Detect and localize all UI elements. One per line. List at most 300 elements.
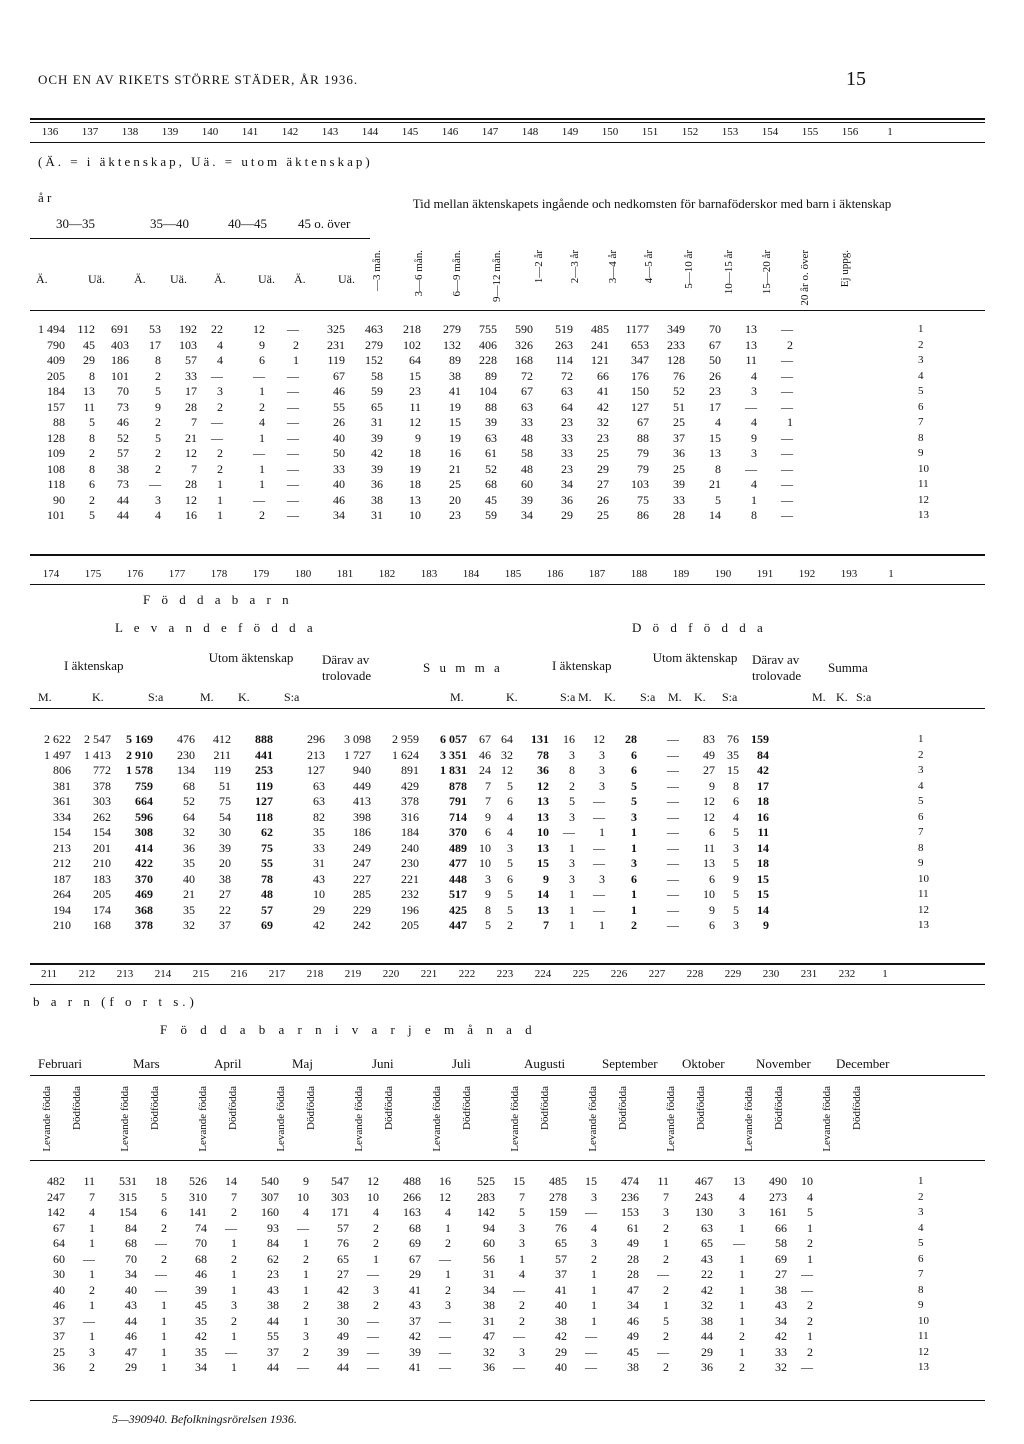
table-cell: 153	[621, 1205, 639, 1219]
table-cell: 1	[591, 1282, 597, 1297]
table-cell: 2	[231, 1251, 237, 1266]
table-cell: 2	[445, 1236, 451, 1250]
table-cell: 1	[739, 1251, 745, 1266]
table-cell: 18	[409, 446, 421, 460]
table-cell: 285	[353, 887, 371, 901]
table-cell: 63	[561, 384, 573, 398]
table-cell: 66	[775, 1220, 787, 1235]
table-cell: 157	[47, 399, 65, 414]
sub-header-month-type: Dödfödda	[305, 1086, 317, 1130]
table-cell: 10	[409, 508, 421, 522]
sub-header-month-type: Levande födda	[197, 1086, 209, 1152]
table-cell: 212	[53, 856, 71, 870]
table-cell: —	[149, 477, 161, 491]
table-cell: 76	[673, 368, 685, 383]
table-cell: 32	[775, 1360, 787, 1374]
table-cell: 233	[667, 337, 685, 352]
table-cell: 7	[191, 461, 197, 476]
table-cell: 3	[599, 871, 605, 886]
table-cell: 76	[337, 1236, 349, 1250]
table-cell: 10	[367, 1189, 379, 1204]
table-cell: 52	[183, 794, 195, 808]
column-number: 220	[382, 968, 400, 980]
table-cell: 334	[53, 809, 71, 824]
table-row	[30, 338, 794, 354]
table-cell: 78	[537, 747, 549, 762]
table-cell: —	[513, 1282, 525, 1297]
table-cell: 9	[751, 430, 757, 445]
table-cell: 44	[117, 508, 129, 522]
table-cell: 23	[709, 384, 721, 398]
row-number: 6	[918, 400, 924, 413]
table-cell: 3	[217, 384, 223, 398]
table-cell: —	[155, 1282, 167, 1297]
row-number: 3	[918, 764, 924, 776]
table-row	[30, 508, 794, 524]
fodda-varje-manad-title: F ö d d a b a r n i v a r j e m å n a d	[160, 1022, 537, 1037]
column-number: 147	[481, 126, 499, 138]
row-number: 10	[918, 1314, 929, 1327]
table-cell: 8	[715, 461, 721, 476]
table-cell: 3	[519, 1220, 525, 1235]
table-cell: 2	[663, 1329, 669, 1343]
table-cell: —	[287, 399, 299, 414]
table-cell: 205	[93, 887, 111, 901]
row-number: 5	[918, 795, 924, 807]
table-cell: 12	[593, 732, 605, 746]
row-number: 4	[918, 779, 924, 792]
table-cell: 43	[125, 1298, 137, 1312]
row-number: 13	[918, 509, 929, 521]
row-number: 10	[918, 872, 929, 885]
table-cell: 303	[93, 794, 111, 808]
table-cell: 34	[195, 1360, 207, 1374]
table-cell: 772	[93, 763, 111, 777]
page-number: 15	[846, 68, 866, 90]
table-cell: 11	[745, 353, 757, 367]
table-cell: 8	[89, 461, 95, 476]
table-cell: 130	[695, 1205, 713, 1219]
table-cell: 1	[231, 1329, 237, 1343]
table-cell: 263	[555, 337, 573, 352]
table-cell: —	[155, 1236, 167, 1250]
table-cell: 74	[195, 1220, 207, 1235]
sub-header-a: Uä.	[258, 272, 275, 286]
table-row	[30, 732, 770, 748]
table-cell: 23	[449, 508, 461, 522]
table-cell: 531	[119, 1174, 137, 1188]
table-cell: 45	[195, 1298, 207, 1312]
table-cell: 368	[135, 902, 153, 917]
table-cell: 3	[303, 1329, 309, 1343]
table-row	[30, 903, 770, 919]
table-cell: 154	[93, 825, 111, 839]
table-cell: 526	[189, 1174, 207, 1188]
table-cell: —	[225, 1220, 237, 1235]
row-number: 12	[918, 493, 929, 506]
table-cell: 1	[259, 430, 265, 445]
table-cell: 6	[89, 477, 95, 491]
table-cell: 33	[561, 446, 573, 460]
table-cell: 266	[403, 1189, 421, 1204]
table-cell: 40	[333, 477, 345, 491]
table-cell: 27	[597, 477, 609, 491]
table-cell: 42	[313, 918, 325, 932]
table-cell: 2	[739, 1329, 745, 1343]
table-cell: 41	[409, 1360, 421, 1374]
table-cell: 25	[597, 446, 609, 460]
table-cell: 806	[53, 763, 71, 777]
table-cell: 31	[483, 1267, 495, 1281]
table-cell: 315	[119, 1189, 137, 1204]
table-cell: 34	[333, 508, 345, 522]
table-cell: 2 910	[126, 747, 153, 762]
table-cell: 25	[597, 508, 609, 522]
table-cell: —	[287, 384, 299, 398]
table-cell: 1	[231, 1360, 237, 1374]
month-header: Oktober	[682, 1056, 725, 1071]
table-cell: 17	[185, 384, 197, 398]
table-cell: —	[83, 1313, 95, 1328]
table-cell: 1	[599, 918, 605, 932]
table-cell: 2 959	[392, 732, 419, 746]
rule-end-3	[30, 1400, 985, 1401]
table-cell: 1	[751, 492, 757, 507]
table-cell: 5	[663, 1313, 669, 1328]
table-cell: 17	[149, 337, 161, 352]
table-cell: 39	[371, 430, 383, 445]
table-cell: 3	[89, 1344, 95, 1359]
table-cell: 4	[807, 1189, 813, 1204]
table-cell: 38	[219, 871, 231, 886]
table-row	[30, 322, 794, 338]
table-cell: 1	[231, 1236, 237, 1250]
table-cell: —	[593, 840, 605, 855]
table-cell: 76	[555, 1220, 567, 1235]
table-cell: —	[667, 871, 679, 886]
column-number: 191	[756, 568, 774, 580]
column-number: 181	[336, 568, 354, 580]
table-cell: 4	[507, 809, 513, 824]
table-cell: 37	[673, 430, 685, 445]
table-cell: 25	[449, 477, 461, 491]
table-cell: 23	[267, 1267, 279, 1281]
table-cell: 44	[701, 1329, 713, 1343]
table-cell: 64	[409, 353, 421, 367]
column-number: 178	[210, 568, 228, 580]
table-cell: 2	[631, 918, 637, 932]
table-cell: 6	[709, 871, 715, 886]
table-cell: 540	[261, 1174, 279, 1188]
column-number: 1	[888, 568, 894, 580]
table-cell: 29	[701, 1344, 713, 1359]
row-number: 2	[918, 338, 924, 351]
table-cell: 63	[521, 399, 533, 414]
table-cell: 229	[353, 902, 371, 917]
table-cell: 86	[637, 508, 649, 522]
table-cell: 59	[371, 384, 383, 398]
row-number: 8	[918, 431, 924, 444]
table-cell: 5 169	[126, 732, 153, 746]
table-cell: 127	[255, 794, 273, 808]
row-number: 6	[918, 810, 924, 823]
legend-text: (Ä. = i äktenskap, Uä. = utom äktenskap)	[38, 154, 373, 169]
table-cell: 43	[409, 1298, 421, 1312]
table-cell: 3	[739, 1205, 745, 1219]
table-cell: 2	[161, 1220, 167, 1235]
table-cell: 1	[89, 1298, 95, 1312]
table-cell: 94	[483, 1220, 495, 1235]
column-number: 154	[761, 126, 779, 138]
row-number: 11	[918, 1330, 929, 1342]
row-number: 7	[918, 416, 924, 428]
table-cell: 3	[751, 446, 757, 460]
table-cell: 2	[293, 337, 299, 352]
sub-header-time: 5—10 år	[683, 250, 695, 289]
table-cell: 102	[403, 337, 421, 352]
table-cell: 247	[353, 856, 371, 870]
rule-months	[30, 1075, 985, 1076]
table-cell: 1	[161, 1298, 167, 1312]
table-cell: 307	[261, 1189, 279, 1204]
table-cell: 425	[449, 902, 467, 917]
table-cell: 310	[189, 1189, 207, 1204]
table-cell: —	[287, 492, 299, 507]
table-cell: 1	[631, 887, 637, 901]
table-cell: 236	[621, 1189, 639, 1204]
table-cell: 11	[657, 1174, 669, 1188]
sub-header-month-type: Levande födda	[119, 1086, 131, 1152]
table-cell: 3	[155, 492, 161, 507]
column-number: 192	[798, 568, 816, 580]
sub-header-a: Ä.	[134, 272, 146, 286]
table-cell: 22	[211, 322, 223, 336]
table-cell: —	[593, 794, 605, 808]
month-header: Juni	[372, 1056, 394, 1071]
column-number: 1	[882, 968, 888, 980]
table-cell: 241	[591, 337, 609, 352]
column-number: 155	[801, 126, 819, 138]
table-cell: 23	[597, 430, 609, 445]
table-cell: 1	[445, 1220, 451, 1235]
table-cell: 1	[631, 825, 637, 839]
table-cell: 36	[483, 1360, 495, 1374]
table-cell: 5	[89, 415, 95, 429]
table-cell: 1	[807, 1329, 813, 1343]
table-cell: 3	[733, 918, 739, 932]
column-number: 141	[241, 126, 259, 138]
table-cell: 1	[569, 887, 575, 901]
table-cell: 3 351	[440, 747, 467, 762]
table-cell: 519	[555, 322, 573, 336]
table-cell: 59	[485, 508, 497, 522]
table-cell: 28	[185, 399, 197, 414]
table-cell: 13	[703, 856, 715, 870]
table-cell: 653	[631, 337, 649, 352]
table-cell: 325	[327, 322, 345, 336]
table-cell: 2	[155, 446, 161, 460]
row-number: 9	[918, 1299, 924, 1311]
table-cell: 174	[93, 902, 111, 917]
table-cell: 3	[569, 809, 575, 824]
table-cell: 46	[479, 747, 491, 762]
table-cell: 103	[179, 337, 197, 352]
tid-title: Tid mellan äktenskapets ingående och nedkomsten för barnaföderskor med barn i äktenskap	[412, 196, 892, 211]
table-cell: 101	[47, 508, 65, 522]
table-row	[30, 446, 794, 462]
table-cell: 5	[733, 887, 739, 901]
table-cell: 60	[521, 477, 533, 491]
table-cell: 1	[591, 1298, 597, 1312]
table-cell: 63	[701, 1220, 713, 1235]
table-cell: 5	[569, 794, 575, 808]
table-cell: 37	[555, 1267, 567, 1281]
table-cell: 128	[47, 430, 65, 445]
table-cell: 1	[739, 1313, 745, 1328]
sub-header-time: 10—15 år	[723, 250, 735, 295]
table-cell: 45	[627, 1344, 639, 1359]
table-cell: 64	[501, 732, 513, 746]
table-cell: —	[513, 1360, 525, 1374]
table-row	[30, 1221, 814, 1237]
row-number: 6	[918, 1252, 924, 1265]
table-cell: 7	[231, 1189, 237, 1204]
table-cell: 9	[155, 399, 161, 414]
table-cell: 44	[267, 1360, 279, 1374]
table-cell: 60	[53, 1251, 65, 1266]
table-cell: —	[781, 430, 793, 445]
table-cell: 1 413	[84, 747, 111, 762]
table-cell: 1	[293, 353, 299, 367]
table-cell: 55	[261, 856, 273, 870]
table-cell: —	[667, 763, 679, 777]
table-cell: 3	[663, 1205, 669, 1219]
table-cell: 7	[485, 794, 491, 808]
table-cell: 192	[179, 322, 197, 336]
table-cell: 38	[555, 1313, 567, 1328]
table-cell: 463	[365, 322, 383, 336]
table-cell: 51	[219, 778, 231, 793]
sub-header-mks: K.	[92, 690, 104, 704]
table-cell: 242	[353, 918, 371, 932]
table-cell: 2	[591, 1251, 597, 1266]
table-cell: 413	[353, 794, 371, 808]
sub-header-month-type: Levande födda	[353, 1086, 365, 1152]
month-header: November	[756, 1056, 811, 1071]
table-cell: 4	[751, 415, 757, 429]
table-cell: 4	[751, 368, 757, 383]
table-cell: 9	[709, 778, 715, 793]
column-number: 184	[462, 568, 480, 580]
table-cell: 1	[373, 1251, 379, 1266]
table-cell: 34	[521, 508, 533, 522]
table-cell: 3	[591, 1236, 597, 1250]
table-cell: 35	[313, 825, 325, 839]
table-cell: 31	[371, 508, 383, 522]
table-cell: —	[439, 1251, 451, 1266]
table-cell: 41	[449, 384, 461, 398]
table-cell: 184	[47, 384, 65, 398]
table-cell: 8	[89, 430, 95, 445]
table-cell: 67	[333, 368, 345, 383]
table-cell: 1	[303, 1313, 309, 1328]
levande-fodda-title: L e v a n d e f ö d d a	[115, 620, 317, 635]
darav-label-2: Därav av trolovade	[752, 652, 802, 683]
table-cell: 4	[507, 825, 513, 839]
table-cell: 5	[161, 1189, 167, 1204]
table-cell: 44	[267, 1313, 279, 1328]
table-cell: 14	[709, 508, 721, 522]
column-number: 229	[724, 968, 742, 980]
sub-header-month-type: Levande födda	[587, 1086, 599, 1152]
table-cell: 12	[409, 415, 421, 429]
table-cell: 36	[53, 1360, 65, 1374]
table-cell: 3	[519, 1236, 525, 1250]
table-row	[30, 1267, 814, 1283]
column-number: 142	[281, 126, 299, 138]
table-cell: —	[287, 477, 299, 491]
column-number: 227	[648, 968, 666, 980]
rule-head-1	[30, 310, 985, 311]
table-cell: 27	[703, 763, 715, 777]
table-cell: —	[667, 747, 679, 762]
rule-head-2	[30, 708, 985, 709]
age-group-2: 35—40	[150, 216, 189, 231]
table-cell: 691	[111, 322, 129, 336]
table-cell: 37	[53, 1329, 65, 1343]
table-cell: —	[287, 368, 299, 383]
table-cell: 205	[47, 368, 65, 383]
column-number: 151	[641, 126, 659, 138]
table-cell: 34	[775, 1313, 787, 1328]
column-number: 214	[154, 968, 172, 980]
table-cell: 68	[195, 1251, 207, 1266]
sub-header-mks: K.	[836, 690, 848, 704]
table-cell: 63	[313, 778, 325, 793]
table-cell: 1	[519, 1251, 525, 1266]
table-cell: 28	[673, 508, 685, 522]
table-cell: 2	[259, 399, 265, 414]
table-cell: 4	[259, 415, 265, 429]
column-number: 183	[420, 568, 438, 580]
table-cell: —	[367, 1329, 379, 1343]
table-cell: 8	[569, 763, 575, 777]
table-cell: 36	[183, 840, 195, 855]
table-cell: 25	[53, 1344, 65, 1359]
table-cell: 3	[751, 384, 757, 398]
table-cell: 4	[591, 1220, 597, 1235]
table-cell: 70	[195, 1236, 207, 1250]
table-cell: —	[367, 1313, 379, 1328]
table-cell: 3	[631, 856, 637, 870]
table-cell: 35	[183, 902, 195, 917]
table-row	[30, 353, 794, 369]
table-cell: 1	[663, 1298, 669, 1312]
table-cell: 6	[485, 825, 491, 839]
sub-header-month-type: Dödfödda	[149, 1086, 161, 1130]
table-cell: 57	[555, 1251, 567, 1266]
table-cell: 13	[745, 322, 757, 336]
column-number: 231	[800, 968, 818, 980]
table-cell: 19	[409, 461, 421, 476]
table-cell: 12	[703, 809, 715, 824]
table-cell: 62	[267, 1251, 279, 1266]
table-cell: 183	[93, 871, 111, 886]
row-number: 13	[918, 919, 929, 931]
rule-head-3	[30, 1160, 985, 1161]
table-cell: 1 494	[38, 322, 65, 336]
table-cell: 12	[185, 492, 197, 507]
